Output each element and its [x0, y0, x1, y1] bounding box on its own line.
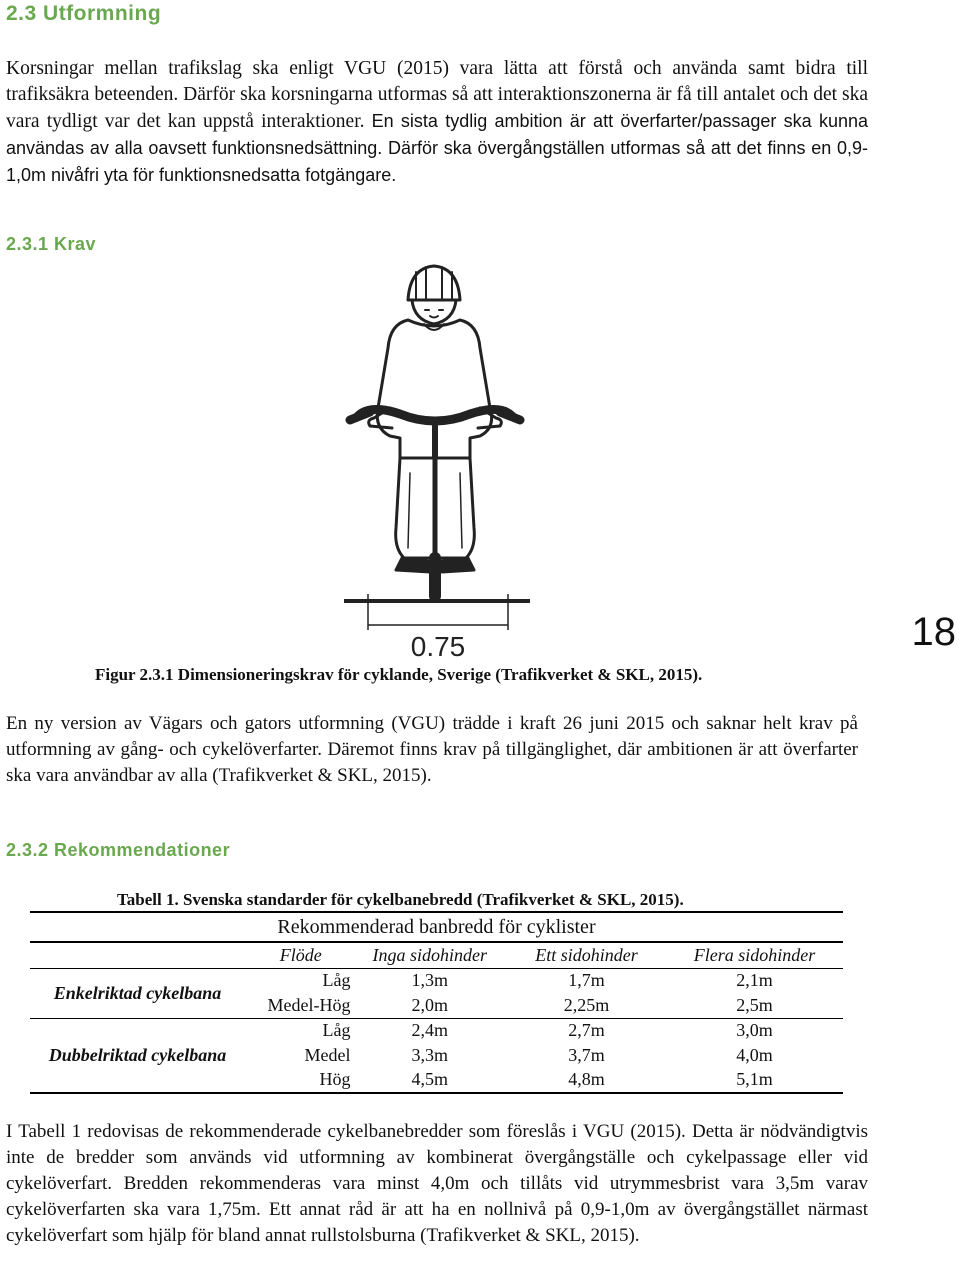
table-title: Rekommenderad banbredd för cyklister: [277, 915, 596, 938]
table-cell: 4,8m: [568, 1069, 605, 1090]
table-header-row: [30, 942, 843, 968]
header-inga: Inga sidohinder: [372, 944, 488, 965]
page-number: 18: [911, 610, 956, 654]
closing-paragraph: I Tabell 1 redovisas de rekommenderade cykelbanebredder som föreslås i VGU (2015). Detta är nödvändigtvis inte de bredder som används vid utformning av kombinerat övergångställe och cykelpassage eller vid cykelöverfart. Bredden rekommenderas vara minst 4,0m och tillåts vid utrymmesbrist vara 3,5m varav cykelöverfarten ska vara 1,75m. Ett annat råd är att ha en nollnivå på 0,9-1,0m av övergångstället närmast cykelöverfart som hjälp för bland annat rullstolsburna (Trafikverket & SKL, 2015).: [6, 1121, 868, 1246]
figure-caption: Figur 2.3.1 Dimensioneringskrav för cyklande, Sverige (Trafikverket & SKL, 2015).: [95, 665, 703, 684]
table-cell: 3,3m: [411, 1044, 449, 1065]
table-cell: 2,0m: [411, 994, 449, 1015]
section-heading: 2.3 Utformning: [6, 2, 162, 25]
krav-paragraph: En ny version av Vägars och gators utformning (VGU) trädde i kraft 26 juni 2015 och saknar helt krav på utformning av gång- och cykelöverfarter. Däremot finns krav på tillgänglighet, där ambitionen är att överfarter ska vara användbar av alla (Trafikverket & SKL, 2015).: [6, 713, 858, 786]
subheading-krav: 2.3.1 Krav: [6, 234, 97, 254]
table-cell: 1,3m: [411, 970, 449, 991]
table-cell: 2,7m: [568, 1020, 605, 1041]
table-cell: 4,0m: [736, 1044, 773, 1065]
table-cell: Låg: [322, 1020, 351, 1041]
width-label: 0.75: [410, 631, 466, 662]
table-cell: Låg: [322, 970, 351, 991]
table-cell: 2,5m: [736, 994, 773, 1015]
header-flode: Flöde: [279, 944, 322, 965]
table-cell: 3,7m: [568, 1044, 605, 1065]
subheading-rekommendationer: 2.3.2 Rekommendationer: [6, 840, 231, 860]
table-cell: 2,4m: [411, 1020, 449, 1041]
table-row: [30, 1018, 843, 1043]
table-caption: Tabell 1. Svenska standarder för cykelbanebredd (Trafikverket & SKL, 2015).: [117, 890, 684, 909]
intro-paragraph: [6, 56, 868, 189]
table-row: [30, 968, 843, 993]
table-cell: Medel-Hög: [267, 994, 351, 1015]
bike-lane-width-table: [30, 911, 843, 1094]
intro-text-sans: En sista tydlig ambition är att överfarter/passager ska kunna användas av alla oavsett funktionsnedsättning. Därför ska övergångställen utformas så att det finns en 0,9-1,0m nivåfri yta för funktionsnedsatta fotgängare.: [6, 111, 868, 185]
header-ett: Ett sidohinder: [535, 944, 638, 965]
table-cell: 2,25m: [563, 994, 610, 1015]
header-empty: [30, 942, 245, 968]
cyclist-dimension-figure: [330, 258, 560, 663]
intro-text-serif: Korsningar mellan trafikslag ska enligt VGU (2015) vara lätta att förstå och använda samt bidra till trafiksäkra beteenden. Därför ska korsningarna utformas så att interaktionszonerna är få till antalet och det ska vara tydligt var det kan uppstå interaktioner.: [6, 58, 868, 132]
table-cell: 5,1m: [736, 1069, 773, 1090]
table-cell: Hög: [319, 1069, 351, 1090]
table-cell: Medel: [304, 1044, 351, 1065]
header-flera: Flera sidohinder: [693, 944, 816, 965]
group-label-enkelriktad: Enkelriktad cykelbana: [53, 982, 222, 1003]
table-cell: 4,5m: [411, 1069, 449, 1090]
table-cell: 1,7m: [568, 970, 605, 991]
table-cell: 2,1m: [736, 970, 773, 991]
group-label-dubbelriktad: Dubbelriktad cykelbana: [48, 1044, 227, 1065]
table-cell: 3,0m: [736, 1020, 773, 1041]
